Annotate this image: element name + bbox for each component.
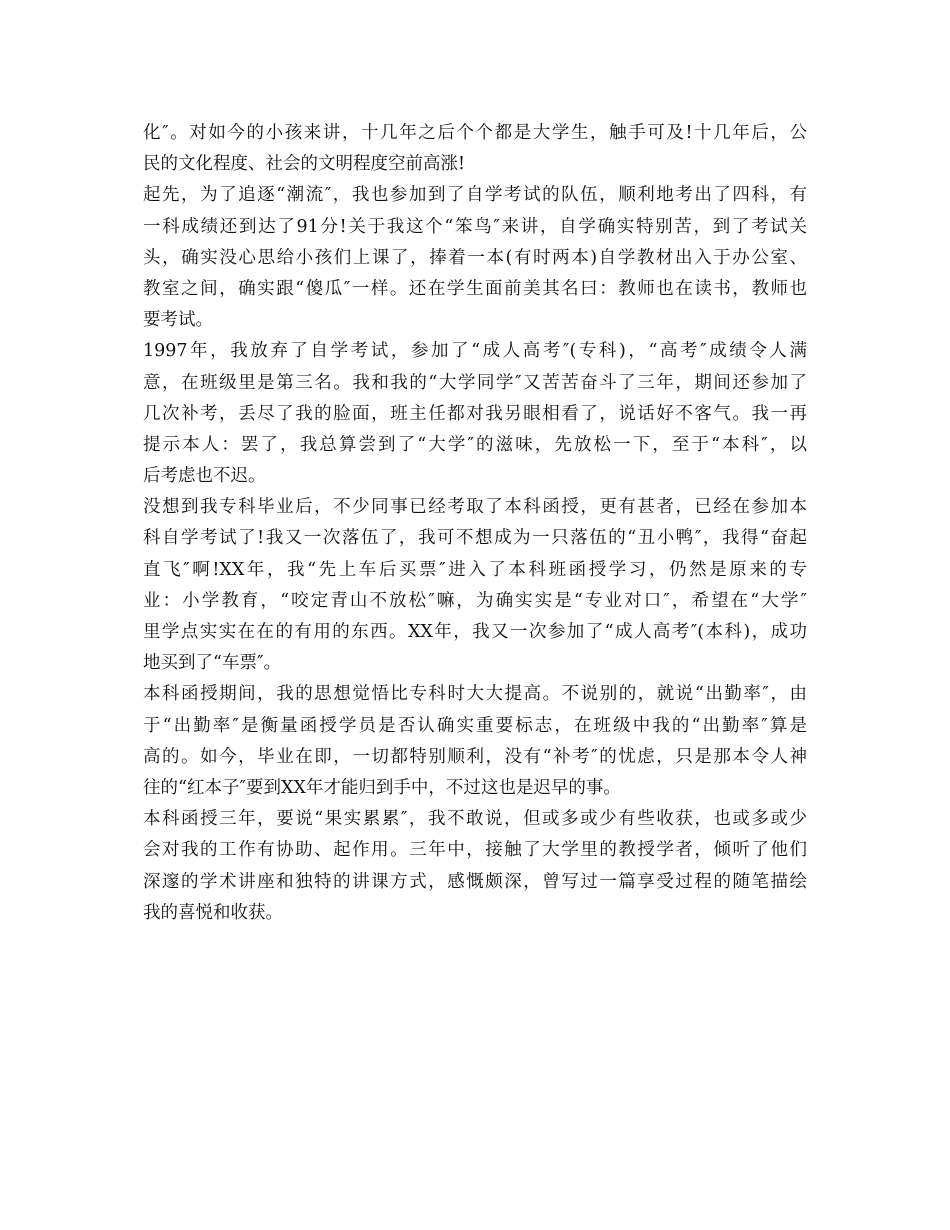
paragraph bbox=[143, 336, 807, 492]
text-line: 会对我的工作有协助、起作用。三年中，接触了大学里的教授学者，倾听了他们 bbox=[143, 840, 807, 861]
text-line: 里学点实实在在的有用的东西。XX年，我又一次参加了“成人高考″(本科)，成功 bbox=[143, 622, 807, 642]
text-line: 直飞″啊!XX年，我“先上车后买票″进入了本科班函授学习，仍然是原来的专 bbox=[143, 559, 807, 580]
text-line: 头，确实没心思给小孩们上课了，捧着一本(有时两本)自学教材出入于办公室、 bbox=[143, 247, 807, 268]
paragraph bbox=[143, 804, 807, 929]
text-line: 几次补考，丢尽了我的脸面，班主任都对我另眼相看了，说话好不客气。我一再 bbox=[143, 403, 807, 424]
text-line: 意，在班级里是第三名。我和我的“大学同学″又苦苦奋斗了三年，期间还参加了 bbox=[143, 372, 807, 393]
text-line: 深邃的学术讲座和独特的讲课方式，感慨颇深，曾写过一篇享受过程的随笔描绘 bbox=[143, 871, 807, 892]
text-line: 业：小学教育，“咬定青山不放松″嘛，为确实实是“专业对口″，希望在“大学″ bbox=[143, 590, 807, 611]
text-line: 提示本人：罢了，我总算尝到了“大学″的滋味，先放松一下，至于“本科″，以 bbox=[143, 434, 807, 455]
text-line: 民的文化程度、社会的文明程度空前高涨! bbox=[143, 154, 466, 175]
text-line: 往的“红本子″要到XX年才能归到手中，不过这也是迟早的事。 bbox=[143, 777, 621, 798]
text-line: 于“出勤率″是衡量函授学员是否认确实重要标志，在班级中我的“出勤率″算是 bbox=[143, 715, 807, 736]
text-line: 要考试。 bbox=[143, 310, 213, 331]
text-line: 起先，为了追逐“潮流″，我也参加到了自学考试的队伍，顺利地考出了四科，有 bbox=[143, 185, 807, 206]
text-line: 化″。对如今的小孩来讲，十几年之后个个都是大学生，触手可及!十几年后，公 bbox=[143, 123, 807, 143]
text-line: 高的。如今，毕业在即，一切都特别顺利，没有“补考″的忧虑，只是那本令人神 bbox=[143, 746, 807, 767]
paragraph bbox=[143, 492, 807, 679]
paragraph bbox=[143, 180, 807, 336]
paragraph bbox=[143, 679, 807, 804]
paragraph bbox=[143, 118, 807, 180]
text-line: 1997年，我放弃了自学考试，参加了“成人高考″(专科)，“高考″成绩令人满 bbox=[143, 341, 807, 362]
text-line: 地买到了“车票″。 bbox=[143, 653, 281, 674]
text-line: 没想到我专科毕业后，不少同事已经考取了本科函授，更有甚者，已经在参加本 bbox=[143, 497, 807, 518]
text-line: 科自学考试了!我又一次落伍了，我可不想成为一只落伍的“丑小鸭″，我得“奋起 bbox=[143, 528, 807, 549]
text-line: 我的喜悦和收获。 bbox=[143, 902, 283, 923]
text-line: 教室之间，确实跟“傻瓜″一样。还在学生面前美其名曰：教师也在读书，教师也 bbox=[143, 278, 807, 299]
text-line: 本科函授期间，我的思想觉悟比专科时大大提高。不说别的，就说“出勤率″，由 bbox=[143, 684, 807, 705]
text-line: 一科成绩还到达了91分!关于我这个“笨鸟″来讲，自学确实特别苦，到了考试关 bbox=[143, 216, 807, 237]
text-line: 后考虑也不迟。 bbox=[143, 466, 266, 487]
text-line: 本科函授三年，要说“果实累累″，我不敢说，但或多或少有些收获，也或多或少 bbox=[143, 809, 807, 830]
document-page bbox=[143, 118, 807, 929]
